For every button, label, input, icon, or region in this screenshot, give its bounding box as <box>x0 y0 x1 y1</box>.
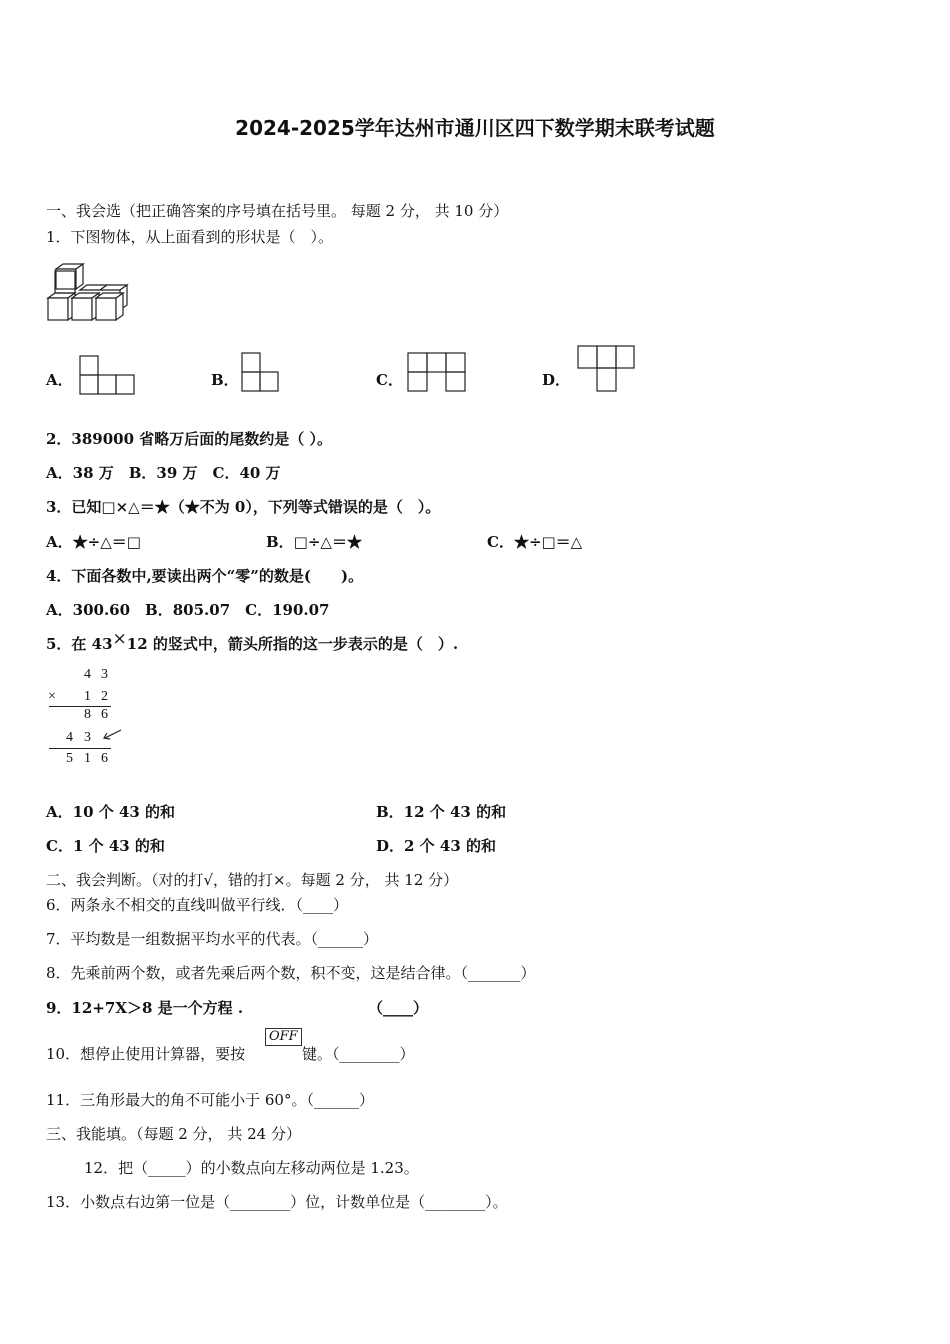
q5-vm-row2-d2: 2 <box>101 689 108 704</box>
q1-stem: 1．下图物体，从上面看到的形状是（ ）。 <box>46 228 334 246</box>
q7-statement: 7．平均数是一组数据平均水平的代表。（______） <box>46 930 379 948</box>
q3-option-b[interactable]: B．□÷△＝★ <box>266 533 362 551</box>
section-2-header: 二、我会判断。（对的打√，错的打×。每题 2 分， 共 12 分） <box>46 871 459 889</box>
section-1-header: 一、我会选（把正确答案的序号填在括号里。 每题 2 分， 共 10 分） <box>46 202 509 220</box>
q5-vm-line-2 <box>49 748 111 749</box>
section-3-header: 三、我能填。（每题 2 分， 共 24 分） <box>46 1125 301 1143</box>
q1-option-b-shape <box>241 352 281 392</box>
off-key-icon: OFF <box>265 1028 302 1046</box>
q4-options[interactable]: A．300.60 B．805.07 C．190.07 <box>46 601 330 619</box>
q12-statement: 12．把（_____）的小数点向左移动两位是 1.23。 <box>84 1159 419 1177</box>
q1-cube-figure <box>46 263 130 325</box>
q5-stem-suffix: 12 的竖式中，箭头所指的这一步表示的是（ ）. <box>126 635 459 653</box>
q5-stem <box>46 629 459 654</box>
q3-option-c[interactable]: C．★÷□＝△ <box>487 533 583 551</box>
page-title: 2024-2025学年达州市通川区四下数学期末联考试题 <box>235 116 715 140</box>
q4-stem: 4．下面各数中,要读出两个“零”的数是( )。 <box>46 567 364 585</box>
q5-option-a[interactable]: A．10 个 43 的和 <box>46 803 176 821</box>
q1-option-c-label[interactable]: C． <box>376 371 403 389</box>
q1-option-b-label[interactable]: B． <box>211 371 239 389</box>
q2-stem: 2．389000 省略万后面的尾数约是（ ）。 <box>46 430 333 448</box>
q5-vm-op: × <box>48 689 56 704</box>
q5-arrow-icon <box>101 728 123 742</box>
q1-option-d-shape <box>577 345 635 393</box>
q5-vm-row5-d1: 5 <box>66 751 73 766</box>
q8-statement: 8．先乘前两个数，或者先乘后两个数，积不变，这是结合律。（_______） <box>46 964 536 982</box>
q3-option-a[interactable]: A．★÷△＝□ <box>46 533 141 551</box>
q13-statement: 13．小数点右边第一位是（________）位，计数单位是（________）。 <box>46 1193 508 1211</box>
q5-vm-row5-d2: 1 <box>84 751 91 766</box>
q6-statement: 6．两条永不相交的直线叫做平行线．（____） <box>46 896 349 914</box>
q1-option-d-label[interactable]: D． <box>542 371 571 389</box>
q10-suffix: 键。（________） <box>302 1045 415 1063</box>
q3-stem: 3．已知□×△＝★（★不为 0），下列等式错误的是（ ）。 <box>46 498 441 516</box>
q5-vm-row1-d2: 3 <box>101 667 108 682</box>
q10-prefix: 10．想停止使用计算器，要按 <box>46 1045 246 1063</box>
q1-option-a-shape <box>79 355 137 395</box>
q11-statement: 11．三角形最大的角不可能小于 60°。（______） <box>46 1091 374 1109</box>
q5-vm-row3-d2: 6 <box>101 707 108 722</box>
q1-option-c-shape <box>407 352 467 392</box>
q5-stem-prefix: 5．在 43 <box>46 635 113 653</box>
q5-vm-row4-d1: 4 <box>66 730 73 745</box>
q5-option-b[interactable]: B．12 个 43 的和 <box>376 803 507 821</box>
q2-options[interactable]: A．38 万 B．39 万 C．40 万 <box>46 464 281 482</box>
q1-option-a-label[interactable]: A． <box>46 371 73 389</box>
q5-option-d[interactable]: D．2 个 43 的和 <box>376 837 496 855</box>
q5-vm-row2-d1: 1 <box>84 689 91 704</box>
q5-vm-row4-d2: 3 <box>84 730 91 745</box>
q5-option-c[interactable]: C．1 个 43 的和 <box>46 837 165 855</box>
q5-vm-row3-d1: 8 <box>84 707 91 722</box>
q5-vm-row1-d1: 4 <box>84 667 91 682</box>
q9-statement: 9．12+7X＞8 是一个方程 . <box>46 999 244 1017</box>
q5-times-sign: × <box>112 629 127 649</box>
q9-blank[interactable]: （____） <box>368 999 429 1017</box>
q5-vm-row5-d3: 6 <box>101 751 108 766</box>
